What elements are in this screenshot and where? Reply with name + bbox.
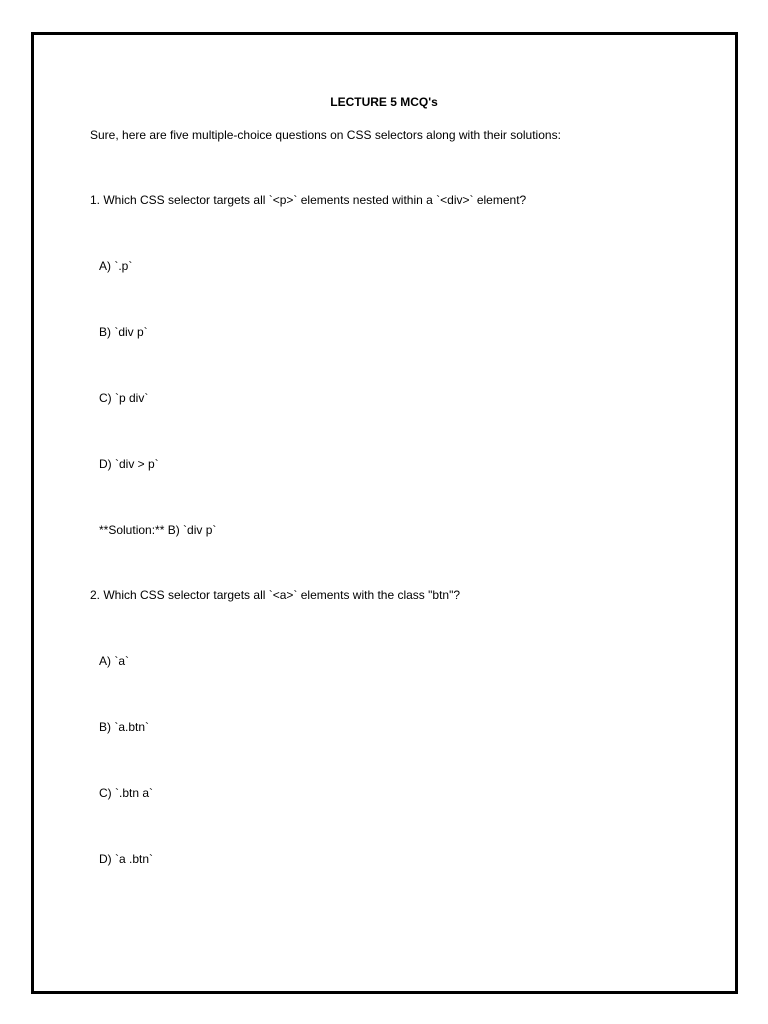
question-2-option-d: D) `a .btn` <box>99 852 154 866</box>
question-2-text: 2. Which CSS selector targets all `<a>` elements with the class "btn"? <box>90 588 461 602</box>
question-1-option-d: D) `div > p` <box>99 457 159 471</box>
question-1-text: 1. Which CSS selector targets all `<p>` elements nested within a `<div>` element? <box>90 193 527 207</box>
question-1-solution: **Solution:** B) `div p` <box>99 523 217 537</box>
question-2-option-b: B) `a.btn` <box>99 720 150 734</box>
question-1-option-b: B) `div p` <box>99 325 148 339</box>
page-border <box>31 32 738 994</box>
document-title: LECTURE 5 MCQ's <box>330 95 438 109</box>
intro-text: Sure, here are five multiple-choice questions on CSS selectors along with their solutions: <box>90 128 561 142</box>
question-2-option-c: C) `.btn a` <box>99 786 154 800</box>
question-2-option-a: A) `a` <box>99 654 129 668</box>
question-1-option-a: A) `.p` <box>99 259 133 273</box>
question-1-option-c: C) `p div` <box>99 391 149 405</box>
